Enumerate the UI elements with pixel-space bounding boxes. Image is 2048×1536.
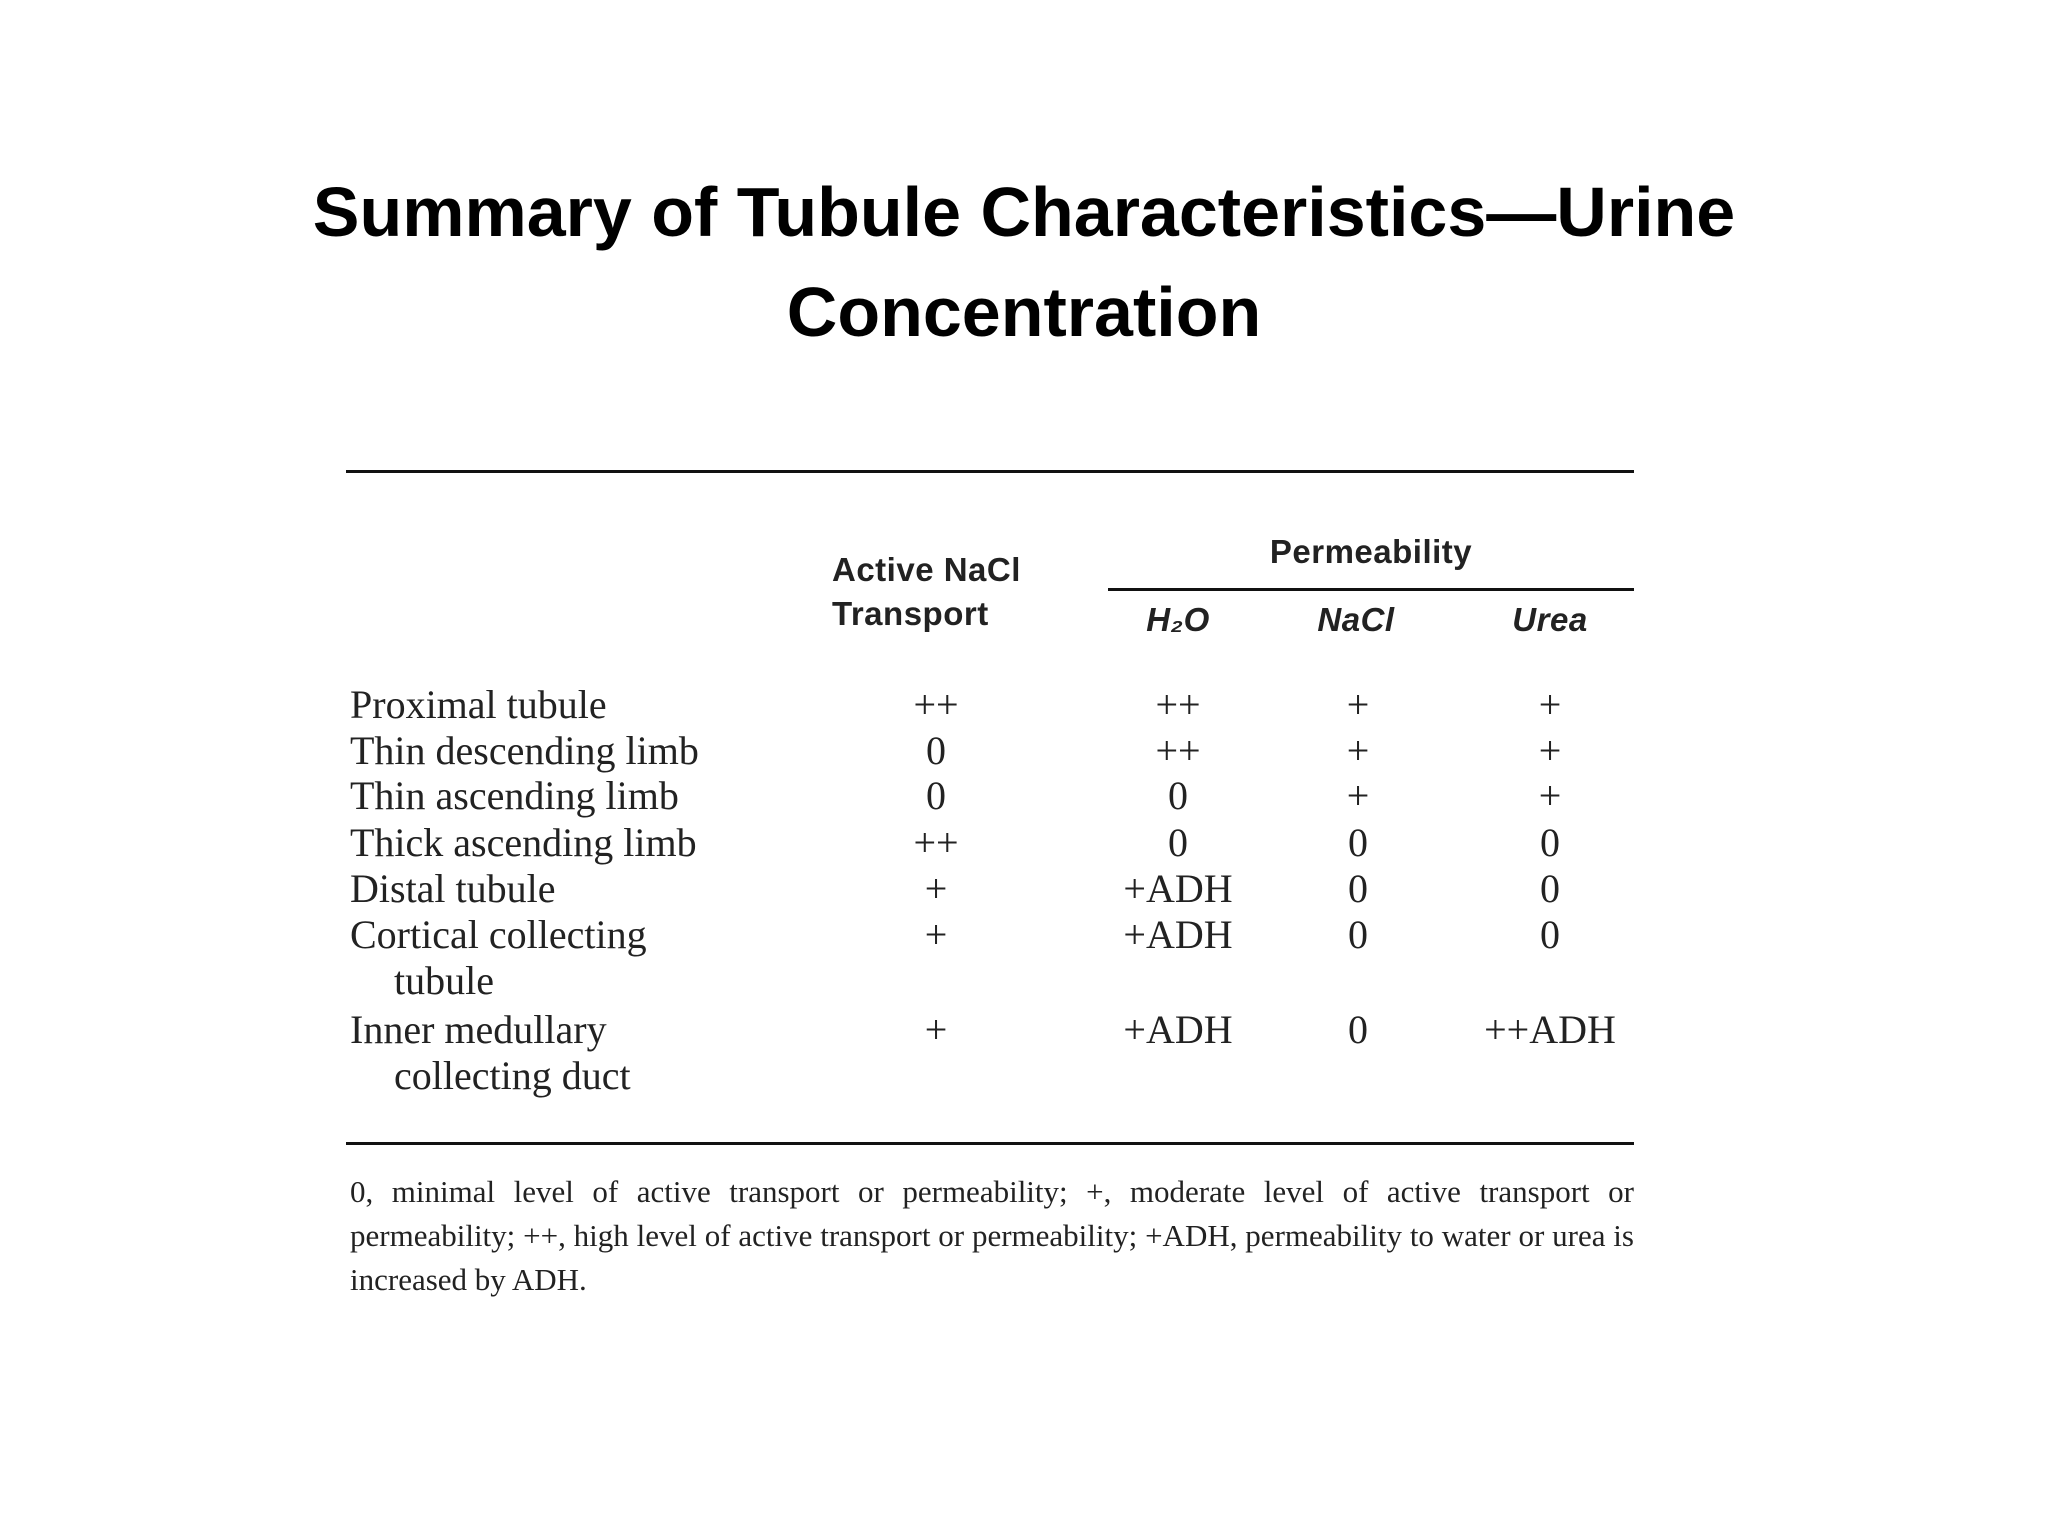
cell-urea-permeability: 0 <box>1540 820 1560 865</box>
cell-h2o-permeability: +ADH <box>1123 1007 1233 1052</box>
header-nacl: NaCl <box>1317 601 1395 638</box>
segment-name: Thick ascending limb <box>350 820 697 865</box>
slide-title-line-2: Concentration <box>786 273 1262 351</box>
cell-h2o-permeability: 0 <box>1168 820 1188 865</box>
segment-name: Proximal tubule <box>350 682 607 727</box>
cell-active-transport: + <box>924 912 948 957</box>
header-active-nacl-transport <box>832 548 1021 636</box>
permeability-rule <box>1108 588 1634 591</box>
segment-name-continued: collecting duct <box>394 1053 631 1098</box>
slide-title <box>0 162 2048 362</box>
cell-h2o-permeability: 0 <box>1168 773 1188 818</box>
cell-urea-permeability: 0 <box>1540 912 1560 957</box>
table-footnote: 0, minimal level of active transport or permeability; +, moderate level of active transport or permeability; ++, high level of active transport or permeability; +ADH, permeability to water or urea is increased by ADH. <box>350 1174 1634 1297</box>
cell-active-transport: 0 <box>926 728 946 773</box>
tubule-characteristics-table <box>346 470 1636 1330</box>
cell-h2o-permeability: ++ <box>1155 728 1201 773</box>
cell-active-transport: ++ <box>913 820 959 865</box>
cell-urea-permeability: ++ADH <box>1484 1007 1616 1052</box>
cell-active-transport: ++ <box>913 682 959 727</box>
cell-nacl-permeability: 0 <box>1348 912 1368 957</box>
row-label <box>350 728 820 774</box>
segment-name: Cortical collecting <box>350 912 647 957</box>
cell-urea-permeability: 0 <box>1540 866 1560 911</box>
cell-active-transport: + <box>924 866 948 911</box>
cell-nacl-permeability: 0 <box>1348 1007 1368 1052</box>
cell-active-transport: 0 <box>926 773 946 818</box>
cell-active-transport: + <box>924 1007 948 1052</box>
cell-urea-permeability: + <box>1538 728 1562 773</box>
cell-h2o-permeability: ++ <box>1155 682 1201 727</box>
cell-nacl-permeability: 0 <box>1348 866 1368 911</box>
header-urea: Urea <box>1512 601 1588 638</box>
cell-nacl-permeability: + <box>1346 773 1370 818</box>
cell-urea-permeability: + <box>1538 682 1562 727</box>
cell-nacl-permeability: + <box>1346 682 1370 727</box>
segment-name: Distal tubule <box>350 866 556 911</box>
cell-nacl-permeability: + <box>1346 728 1370 773</box>
cell-h2o-permeability: +ADH <box>1123 866 1233 911</box>
segment-name: Thin ascending limb <box>350 773 679 818</box>
segment-name: Thin descending limb <box>350 728 699 773</box>
cell-h2o-permeability: +ADH <box>1123 912 1233 957</box>
row-label <box>350 773 820 819</box>
cell-nacl-permeability: 0 <box>1348 820 1368 865</box>
segment-name: Inner medullary <box>350 1007 607 1052</box>
cell-urea-permeability: + <box>1538 773 1562 818</box>
row-label <box>350 820 820 866</box>
slide-title-line-1: Summary of Tubule Characteristics—Urine <box>312 173 1736 251</box>
row-label <box>350 866 820 912</box>
header-active-line-1: Active NaCl <box>832 551 1021 588</box>
table-bottom-rule <box>346 1142 1634 1145</box>
header-permeability: Permeability <box>1269 533 1473 570</box>
segment-name-continued: tubule <box>394 958 494 1003</box>
row-label <box>350 1007 820 1099</box>
row-label <box>350 682 820 728</box>
row-label <box>350 912 820 1004</box>
header-active-line-2: Transport <box>832 595 989 632</box>
header-h2o: H₂O <box>1146 601 1210 638</box>
table-top-rule <box>346 470 1634 473</box>
